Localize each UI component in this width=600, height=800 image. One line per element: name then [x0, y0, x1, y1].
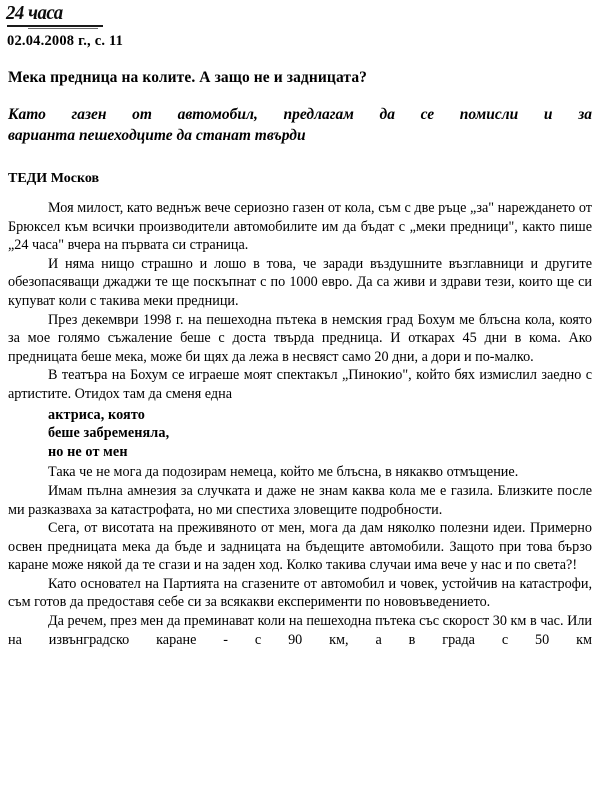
masthead	[6, 3, 103, 29]
pullquote-line: но не от мен	[48, 443, 128, 460]
article-body	[8, 199, 592, 649]
pullquote-block	[8, 406, 592, 462]
body-paragraph: Имам пълна амнезия за случката и даже не знам каква кола ме е газила. Близките после ми разказваха за катастрофата, но ми спестиха зловещите подробности.	[8, 482, 592, 518]
body-paragraph: И няма нищо страшно и лошо в това, че заради въздушните възглавници и другите обезопасяващи джаджи те ще поскъпнат с по 1000 евро. Да са живи и здрави тези, които ще си купуват коли с такива меки предници.	[8, 255, 592, 309]
masthead-rule	[7, 25, 103, 27]
article-deck	[8, 104, 592, 146]
body-paragraph: Моя милост, като веднъж вече сериозно газен от кола, съм с две ръце „за" нареждането от Брюксел към всички производители автомобилите им да бъдат с „меки предници", както пише „24 часа" вчера на първата си страница.	[8, 200, 592, 254]
pullquote-line: актриса, която	[48, 406, 145, 423]
page-title: Мека предница на колите. А защо не и задницата?	[8, 69, 368, 86]
body-paragraph: Като основател на Партията на сгазените от автомобил и човек, устойчив на катастрофи, съм готов да предоставя себе си за всякакви експерименти по нововъведението.	[8, 575, 592, 611]
publication-logo: 24 часа	[6, 2, 63, 24]
body-paragraph: В театъра на Бохум се играеше моят спектакъл „Пинокио", който бях измислил заедно с артистите. Отидох там да сменя една	[8, 367, 592, 402]
pullquote-line: беше забременяла,	[48, 425, 170, 442]
byline: ТЕДИ Москов	[8, 171, 100, 186]
article-deck-line-2: варианта пешеходците да станат твърди	[8, 127, 306, 144]
article-deck-line-1: Като газен от автомобил, предлагам да се помисли и за	[8, 106, 592, 123]
body-paragraph: Да речем, през мен да преминават коли на пешеходна пътека със скорост 30 км в час. Или на извънградско каране - с 90 км, а в града с 50 км	[8, 613, 592, 648]
dateline: 02.04.2008 г., с. 11	[7, 33, 124, 49]
body-paragraph: Сега, от висотата на преживяното от мен, мога да дам няколко полезни идеи. Примерно освен предницата мека да бъде и задницата на бъдещите автомобили. Защото при това бързо каране може някой да те сгази и на заден ход. Колко такива случаи има вече у нас и по света?!	[8, 520, 592, 574]
body-paragraph: През декември 1998 г. на пешеходна пътека в немския град Бохум ме блъсна кола, която за мое голямо съжаление беше с доста твърда предница. И откарах 45 дни в кома. Ако предницата беше мека, може би щях да лежа в несвяст само 20 дни, а дори и по-малко.	[8, 311, 592, 365]
masthead-rule-secondary	[28, 28, 98, 29]
body-paragraph: Така че не мога да подозирам немеца, който ме блъсна, в някакво отмъщение.	[48, 464, 519, 481]
